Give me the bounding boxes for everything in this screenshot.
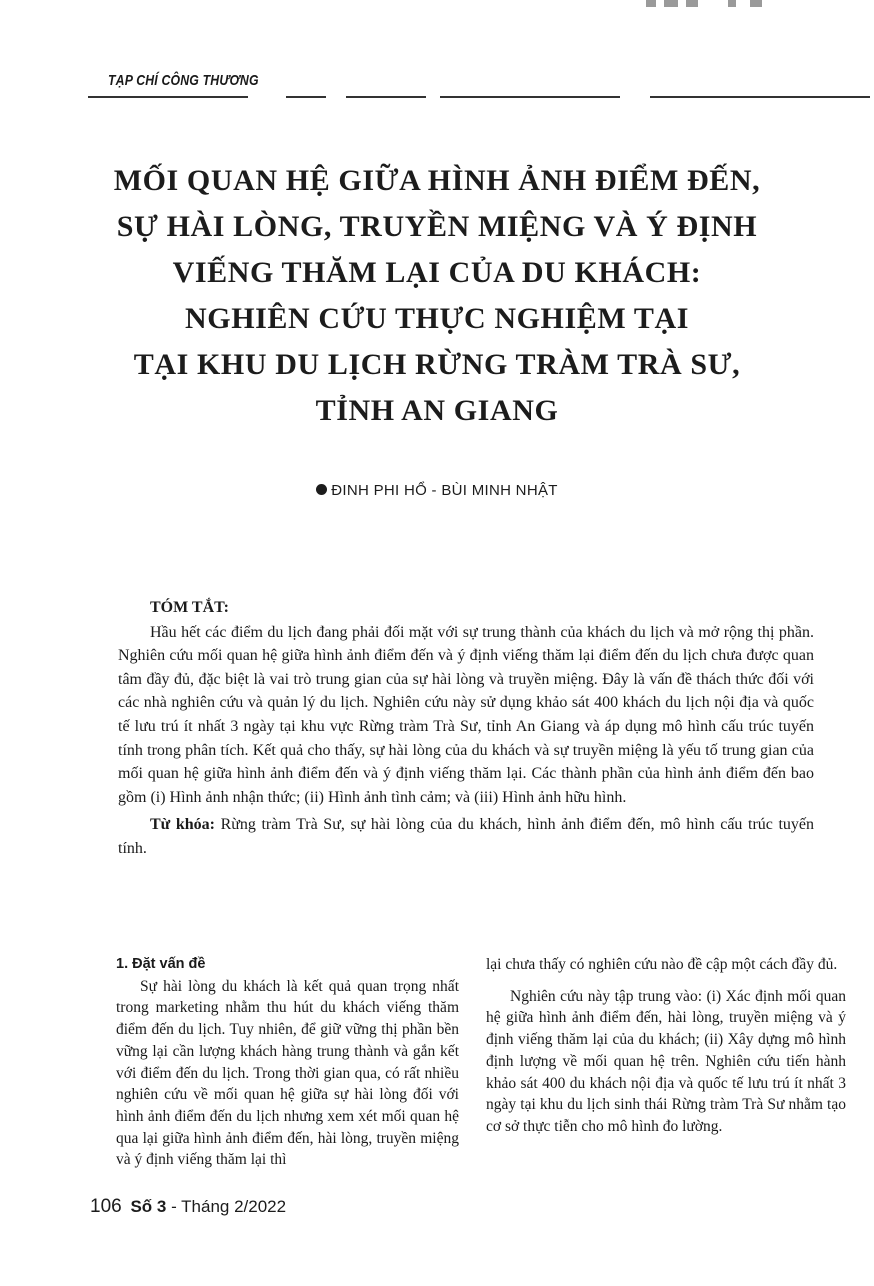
title-line: TỈNH AN GIANG [315, 394, 559, 427]
keywords-text: Rừng tràm Trà Sư, sự hài lòng của du khách, hình ảnh điểm đến, mô hình cấu trúc tuyến tính. [118, 816, 814, 857]
title-line: NGHIÊN CỨU THỰC NGHIỆM TẠI [185, 302, 689, 335]
title-line: TẠI KHU DU LỊCH RỪNG TRÀM TRÀ SƯ, [133, 348, 741, 381]
scan-artifact-marks [640, 0, 820, 10]
article-title [80, 158, 794, 434]
title-line: VIẾNG THĂM LẠI CỦA DU KHÁCH: [172, 256, 702, 289]
page-number: 106 [90, 1196, 122, 1217]
author-line [0, 482, 874, 499]
keywords-label: Từ khóa: [150, 816, 215, 834]
abstract-text: Hầu hết các điểm du lịch đang phải đối mặt với sự trung thành của khách du lịch và mở rộng thị phần. Nghiên cứu mối quan hệ giữa hình ảnh điểm đến và ý định viếng thăm lại điểm đến du lịch chưa được quan tâm đầy đủ, đặc biệt là vai trò trung gian của sự hài lòng và truyền miệng. Đây là vấn đề thách thức đối với các nhà nghiên cứu và quản lý du lịch. Nghiên cứu này sử dụng khảo sát 400 khách du lịch nội địa và quốc tế lưu trú ít nhất 3 ngày tại khu vực Rừng tràm Trà Sư, tỉnh An Giang và áp dụng mô hình cấu trúc tuyến tính trong phân tích. Kết quả cho thấy, sự hài lòng của du khách và sự truyền miệng là yếu tố trung gian của mối quan hệ giữa hình ảnh điểm đến và ý định viếng thăm lại. Các thành phần của hình ảnh điểm đến bao gồm (i) Hình ảnh nhận thức; (ii) Hình ảnh tình cảm; và (iii) Hình ảnh hữu hình. [118, 623, 814, 806]
bullet-icon [316, 484, 327, 495]
keywords [118, 813, 814, 860]
header-rule [346, 96, 426, 98]
body-paragraph: lại chưa thấy có nghiên cứu nào đề cập một cách đầy đủ. [486, 956, 838, 973]
journal-name: TẠP CHÍ CÔNG THƯƠNG [108, 72, 259, 89]
header-rule [440, 96, 620, 98]
header-rule [650, 96, 870, 98]
body-paragraph: Nghiên cứu này tập trung vào: (i) Xác định mối quan hệ giữa hình ảnh điểm đến, hài lòng, truyền miệng và ý định viếng thăm lại của du khách; (ii) Xây dựng mô hình định lượng về mối quan hệ trên. Nghiên cứu tiến hành khảo sát 400 du khách nội địa và quốc tế lưu trú ít nhất 3 ngày tại khu du lịch sinh thái Rừng tràm Trà Sư nhằm tạo cơ sở thực tiễn cho mô hình đo lường. [486, 987, 846, 1135]
body-column-right [486, 954, 846, 1138]
abstract-heading: TÓM TẮT: [150, 599, 229, 616]
body-column-left [116, 954, 459, 1171]
title-line: SỰ HÀI LÒNG, TRUYỀN MIỆNG VÀ Ý ĐỊNH [116, 210, 758, 243]
section-heading: 1. Đặt vấn đề [116, 956, 206, 972]
title-line: MỐI QUAN HỆ GIỮA HÌNH ẢNH ĐIỂM ĐẾN, [113, 164, 761, 197]
body-paragraph: Sự hài lòng du khách là kết quả quan trọng nhất trong marketing nhằm thu hút du khách viếng thăm điểm đến du lịch. Tuy nhiên, để giữ vững thị phần bền vững lại cần lượng khách hàng trung thành và gắn kết với điểm đến du lịch. Trong thời gian qua, có rất nhiều nghiên cứu về mối quan hệ giữa sự hài lòng đối với hình ảnh điểm đến du lịch nhưng xem xét mối quan hệ qua lại giữa hình ảnh điểm đến, hài lòng, truyền miệng và ý định viếng thăm lại thì [116, 977, 459, 1169]
issue-date: - Tháng 2/2022 [171, 1197, 287, 1216]
header-rule [88, 96, 248, 98]
header-rule [286, 96, 326, 98]
abstract-block [118, 596, 814, 861]
issue-label: Số 3 [130, 1197, 167, 1216]
authors: ĐINH PHI HỔ - BÙI MINH NHẬT [331, 482, 558, 499]
page-footer [90, 1196, 286, 1218]
